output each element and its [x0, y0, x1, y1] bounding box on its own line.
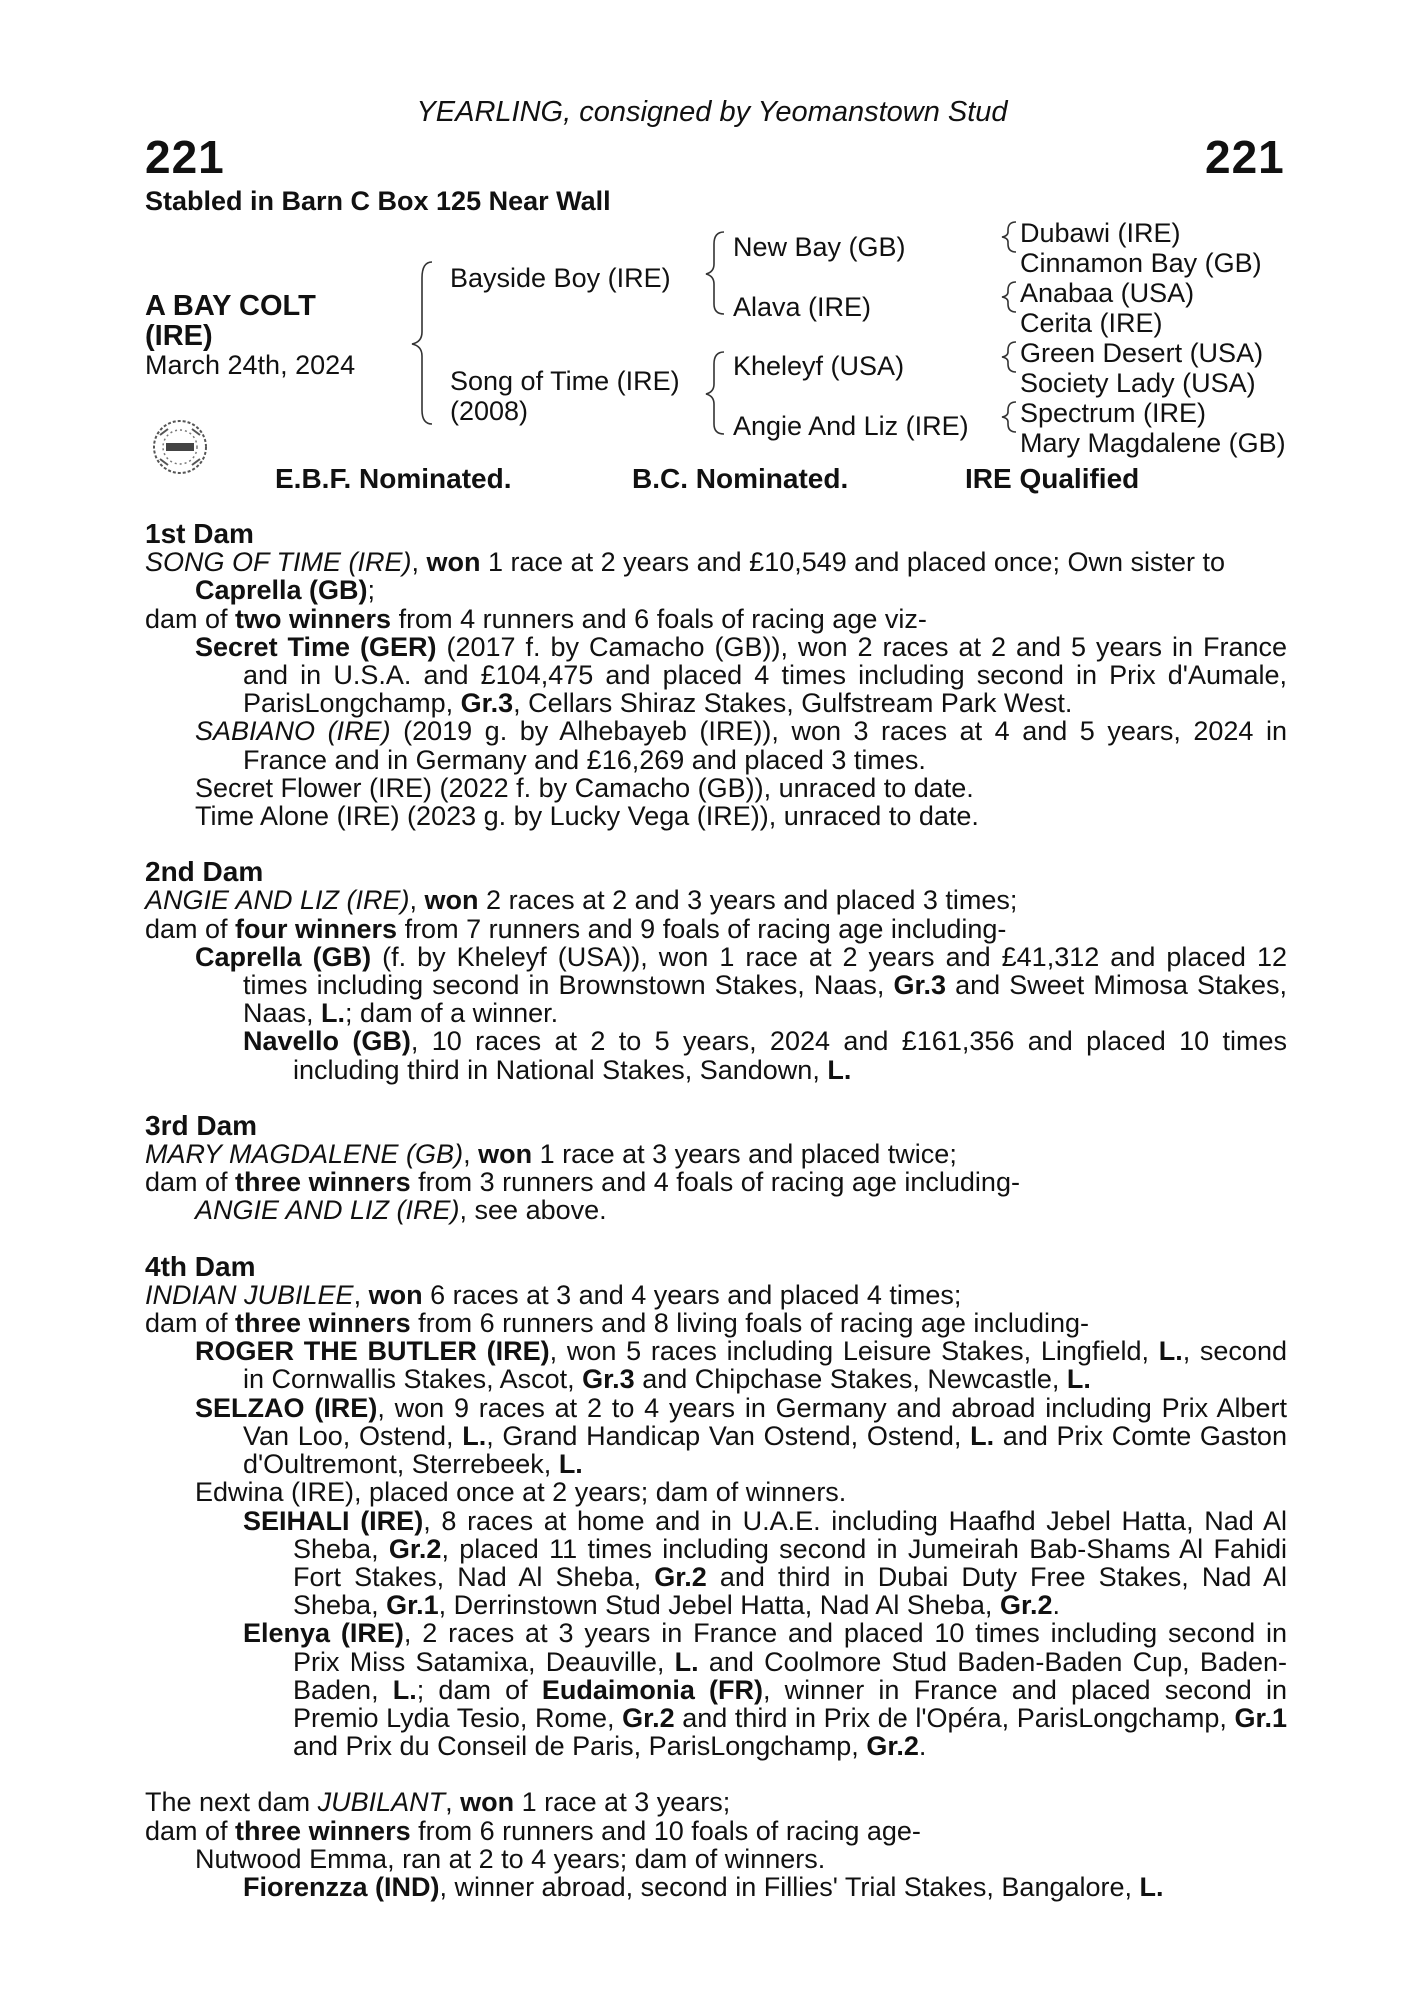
- next-dam-grandprogeny-1: Fiorenzza (IND), winner abroad, second in Fillies' Trial Stakes, Bangalore, L.: [243, 1871, 1164, 1902]
- granddam-2: Cinnamon Bay (GB): [1020, 248, 1262, 278]
- dam4-line2: dam of three winners from 6 runners and 8 living foals of racing age including-: [145, 1308, 1089, 1339]
- dam2-progeny-1: Caprella (GB) (f. by Kheleyf (USA)), won 1 race at 2 years and £41,312 and placed 12 times including second in Brownstown Stakes, Naas, Gr.3 and Sweet Mimosa Stakes, Naas, L.; dam of a winner.: [195, 941, 1288, 1029]
- grandsire-1: Dubawi (IRE): [1020, 218, 1181, 248]
- dam3-progeny-1: ANGIE AND LIZ (IRE), see above.: [195, 1195, 607, 1226]
- seal-icon: [148, 415, 212, 479]
- dam4-grandprogeny-1: SEIHALI (IRE), 8 races at home and in U.A.E. including Haafhd Jebel Hatta, Nad Al Sheba, Gr.2, placed 11 times including second in Jumeirah Bab-Shams Al Fahidi Fort Stakes, Nad Al Sheba, Gr.2 and third in Dubai Duty Free Stakes, Nad Al Sheba, Gr.1, Derrinstown Stud Jebel Hatta, Nad Al Sheba, Gr.2.: [243, 1505, 1287, 1621]
- dam1-progeny-2: SABIANO (IRE) (2019 g. by Alhebayeb (IRE)), won 3 races at 4 and 5 years, 2024 in France and in Germany and £16,269 and placed 3 times.: [195, 716, 1287, 775]
- dam3-line1: MARY MAGDALENE (GB), won 1 race at 3 years and placed twice;: [145, 1139, 957, 1170]
- dam2-line1: ANGIE AND LIZ (IRE), won 2 races at 2 and 3 years and placed 3 times;: [145, 885, 1018, 916]
- dam3-line2: dam of three winners from 3 runners and 4 foals of racing age including-: [145, 1167, 1020, 1198]
- foaled-date: March 24th, 2024: [145, 350, 356, 380]
- horse-name-line2: (IRE): [145, 320, 213, 352]
- stabled-info: Stabled in Barn C Box 125 Near Wall: [145, 186, 611, 216]
- dam1-line2: Caprella (GB);: [195, 575, 376, 606]
- dam4-progeny-2: SELZAO (IRE), won 9 races at 2 to 4 years in Germany and abroad including Prix Albert Van Loo, Ostend, L., Grand Handicap Van Ostend, Ostend, L. and Prix Comte Gaston d'Oultremont, Sterrebeek, L.: [195, 1392, 1287, 1480]
- grandsire-5: Green Desert (USA): [1020, 338, 1264, 368]
- catalogue-body: [145, 520, 1287, 1901]
- lot-number-right: 221: [1205, 131, 1285, 183]
- granddam-4: Cerita (IRE): [1020, 308, 1163, 338]
- dam4-line1: INDIAN JUBILEE, won 6 races at 3 and 4 years and placed 4 times;: [145, 1279, 962, 1310]
- dam3-heading: 3rd Dam: [145, 1109, 258, 1141]
- dam4-progeny-1: ROGER THE BUTLER (IRE), won 5 races including Leisure Stakes, Lingfield, L., second in Cornwallis Stakes, Ascot, Gr.3 and Chipchase Stakes, Newcastle, L.: [195, 1336, 1287, 1395]
- granddam-8: Mary Magdalene (GB): [1020, 428, 1286, 458]
- horse-name-line1: A BAY COLT: [145, 290, 316, 322]
- dam1-line1: SONG OF TIME (IRE), won 1 race at 2 years and £10,549 and placed once; Own sister to: [145, 547, 1225, 578]
- consignor-line: YEARLING, consigned by Yeomanstown Stud: [416, 96, 1008, 128]
- dam2-line2: dam of four winners from 7 runners and 9 foals of racing age including-: [145, 913, 1007, 944]
- lot-number-left: 221: [145, 131, 225, 183]
- dam-sire: Kheleyf (USA): [733, 351, 905, 381]
- dam1-line3: dam of two winners from 4 runners and 6 foals of racing age viz-: [145, 603, 927, 634]
- dam1-heading: 1st Dam: [145, 518, 254, 549]
- dam1-progeny-1: Secret Time (GER) (2017 f. by Camacho (GB)), won 2 races at 2 and 5 years in France and in U.S.A. and £104,475 and placed 4 times including second in Prix d'Aumale, ParisLongchamp, Gr.3, Cellars Shiraz Stakes, Gulfstream Park West.: [195, 631, 1287, 719]
- dam4-progeny-3: Edwina (IRE), placed once at 2 years; dam of winners.: [195, 1477, 847, 1508]
- sire: Bayside Boy (IRE): [450, 263, 671, 293]
- dam-dam: Angie And Liz (IRE): [733, 411, 969, 441]
- dam4-heading: 4th Dam: [145, 1250, 256, 1282]
- dam-year: (2008): [450, 396, 529, 426]
- grandsire-7: Spectrum (IRE): [1020, 398, 1207, 428]
- dam1-progeny-4: Time Alone (IRE) (2023 g. by Lucky Vega (IRE)), unraced to date.: [195, 801, 979, 832]
- dam: Song of Time (IRE): [450, 366, 680, 396]
- next-dam-line2: dam of three winners from 6 runners and 10 foals of racing age-: [145, 1815, 921, 1846]
- dam4-grandprogeny-2: Elenya (IRE), 2 races at 3 years in France and placed 10 times including second in Prix Miss Satamixa, Deauville, L. and Coolmore Stud Baden-Baden Cup, Baden-Baden, L.; dam of Eudaimonia (FR), winner in France and placed second in Premio Lydia Tesio, Rome, Gr.2 and third in Prix de l'Opéra, ParisLongchamp, Gr.1 and Prix du Conseil de Paris, ParisLongchamp, Gr.2.: [243, 1618, 1287, 1762]
- granddam-6: Society Lady (USA): [1020, 368, 1256, 398]
- dam2-heading: 2nd Dam: [145, 856, 264, 888]
- ebf-nomination: E.B.F. Nominated.: [275, 463, 512, 494]
- ire-qualified: IRE Qualified: [965, 463, 1140, 494]
- sire-sire: New Bay (GB): [733, 232, 906, 262]
- sire-dam: Alava (IRE): [733, 292, 872, 322]
- bc-nomination: B.C. Nominated.: [632, 463, 849, 494]
- next-dam-progeny-1: Nutwood Emma, ran at 2 to 4 years; dam of winners.: [195, 1843, 826, 1874]
- dam1-progeny-3: Secret Flower (IRE) (2022 f. by Camacho (GB)), unraced to date.: [195, 772, 974, 803]
- grandsire-3: Anabaa (USA): [1020, 278, 1195, 308]
- next-dam-line1: The next dam JUBILANT, won 1 race at 3 years;: [145, 1787, 731, 1818]
- dam2-progeny-2: Navello (GB), 10 races at 2 to 5 years, 2024 and £161,356 and placed 10 times including third in National Stakes, Sandown, L.: [243, 1026, 1287, 1085]
